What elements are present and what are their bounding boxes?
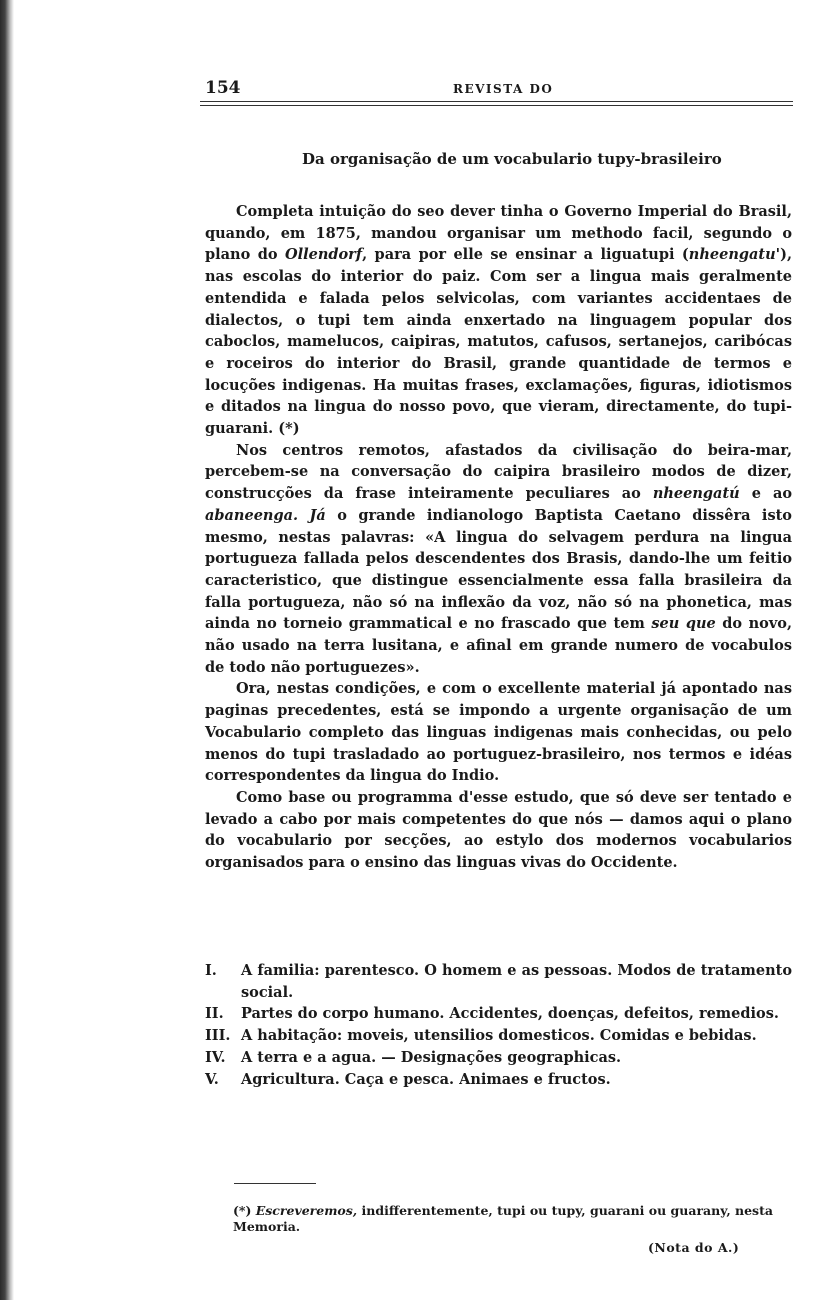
section-title: Da organisação de um vocabulario tupy-brasileiro <box>302 150 722 168</box>
list-item: V. Agricultura. Caça e pesca. Animaes e fructos. <box>205 1070 611 1088</box>
book-binding-edge <box>0 0 14 1300</box>
footnote-rule <box>234 1183 316 1184</box>
footnote-signature: (Nota do A.) <box>648 1240 740 1255</box>
paragraph-4: Como base ou programma d'esse estudo, que só deve ser tentado e levado a cabo por mais competentes do que nós — damos aqui o plano do vocabulario por secções, ao estylo dos modernos vocabularios organisados para o ensino das linguas vivas do Occidente. <box>205 788 792 872</box>
header-rule <box>200 101 793 106</box>
vocabulary-sections-list <box>205 960 792 1090</box>
paragraph-3: Ora, nestas condições, e com o excellente material já apontado nas paginas precedentes, está se impondo a urgente organisação de um Vocabulario completo das linguas indigenas mais conhecidas, ou pelo menos do tupi trasladado ao portuguez-brasileiro, nos termos e idéas correspondentes da lingua do Indio. <box>205 680 792 785</box>
page-header <box>205 78 793 102</box>
body-text <box>205 201 792 874</box>
list-item: II. Partes do corpo humano. Accidentes, doenças, defeitos, remedios. <box>205 1005 779 1023</box>
footnote-italic-word: Escreveremos, <box>255 1203 358 1218</box>
paragraph-2: Nos centros remotos, afastados da civilisação do beira-mar, percebem-se na conversação do caipira brasileiro modos de dizer, construcções da frase inteiramente peculiares ao nheengatú e ao abaneenga. Já o grande indianologo Baptista Caetano dissêra isto mesmo, nestas palavras: «A lingua do selvagem perdura na lingua portugueza fallada pelos descendentes dos Brasis, dando-lhe um feitio caracteristico, que distingue essencialmente essa falla brasileira da falla portugueza, não só na inflexão da voz, não só na phonetica, mas ainda no torneio grammatical e no frascado que tem seu que do novo, não usado na terra lusitana, e afinal em grande numero de vocabulos de todo não portuguezes». <box>205 441 793 676</box>
list-item: IV. A terra e a agua. — Designações geographicas. <box>205 1048 622 1066</box>
running-head: REVISTA DO <box>453 82 554 96</box>
list-item: I. A familia: parentesco. O homem e as pessoas. Modos de tratamento social. <box>205 962 792 1001</box>
page-number: 154 <box>205 78 241 98</box>
footnote-text: indifferentemente, tupi ou tupy, guarani ou guarany, nesta Memoria. <box>233 1203 773 1234</box>
footnote-marker: (*) <box>233 1203 252 1218</box>
paragraph-1: Completa intuição do seo dever tinha o Governo Imperial do Brasil, quando, em 1875, mandou organisar um methodo facil, segundo o plano do Ollendorf, para por elle se ensinar a liguatupi (nheengatu'), nas escolas do interior do paiz. Com ser a lingua mais geralmente entendida e falada pelos selvicolas, com variantes accidentaes de dialectos, o tupi tem ainda enxertado na linguagem popular dos caboclos, mamelucos, caipiras, matutos, cafusos, sertanejos, caribócas e roceiros do interior do Brasil, grande quantidade de termos e locuções indigenas. Ha muitas frases, exclamações, figuras, idiotismos e ditados na lingua do nosso povo, que vieram, directamente, do tupi-guarani. (*) <box>205 203 792 438</box>
footnote <box>233 1203 793 1235</box>
list-item: III. A habitação: moveis, utensilios domesticos. Comidas e bebidas. <box>205 1027 757 1045</box>
